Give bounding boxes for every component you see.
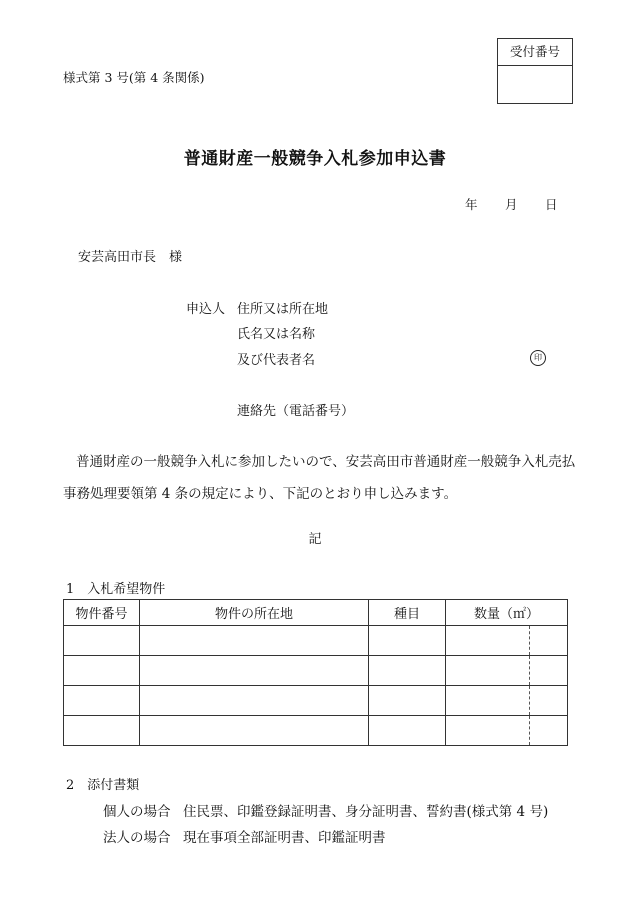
property-table: [63, 599, 568, 746]
cell-quantity[interactable]: [446, 716, 568, 746]
cell-quantity[interactable]: [446, 686, 568, 716]
cell-type[interactable]: [369, 626, 446, 656]
contact-label: 連絡先（電話番号）: [237, 404, 355, 419]
name-label: 氏名又は名称: [237, 327, 316, 342]
receipt-number-label: 受付番号: [498, 39, 572, 66]
cell-property-location[interactable]: [140, 686, 369, 716]
col-property-location: 物件の所在地: [140, 600, 369, 626]
cell-property-number[interactable]: [64, 716, 140, 746]
cell-property-number[interactable]: [64, 626, 140, 656]
cell-quantity[interactable]: [446, 656, 568, 686]
corporate-label: 法人の場合: [103, 830, 171, 846]
cell-property-location[interactable]: [140, 656, 369, 686]
table-header-row: [64, 600, 568, 626]
table-row: [64, 716, 568, 746]
representative-label: 及び代表者名: [237, 353, 316, 368]
applicant-label: 申込人: [186, 302, 226, 317]
col-quantity: 数量（㎡）: [446, 600, 568, 626]
cell-type[interactable]: [369, 686, 446, 716]
col-property-number: 物件番号: [64, 600, 140, 626]
date-day-label: 日: [545, 197, 558, 212]
addressee: 安芸高田市長 様: [78, 250, 183, 265]
cell-property-location[interactable]: [140, 716, 369, 746]
col-type: 種目: [369, 600, 446, 626]
cell-type[interactable]: [369, 716, 446, 746]
seal-mark: 印: [530, 350, 546, 366]
address-label: 住所又は所在地: [237, 302, 329, 317]
individual-label: 個人の場合: [103, 804, 171, 820]
receipt-number-box: [497, 38, 573, 104]
section1-heading: 1 入札希望物件: [66, 582, 166, 597]
table-row: [64, 686, 568, 716]
form-number: 様式第 3 号(第 4 条関係): [63, 70, 205, 85]
date-year-label: 年: [465, 197, 478, 212]
page-title: 普通財産一般競争入札参加申込書: [183, 149, 447, 169]
table-row: [64, 626, 568, 656]
cell-property-number[interactable]: [64, 656, 140, 686]
date-month-label: 月: [505, 197, 518, 212]
table-row: [64, 656, 568, 686]
individual-docs: 住民票、印鑑登録証明書、身分証明書、誓約書(様式第 4 号): [183, 804, 549, 820]
cell-property-number[interactable]: [64, 686, 140, 716]
corporate-docs: 現在事項全部証明書、印鑑証明書: [183, 830, 386, 846]
cell-property-location[interactable]: [140, 626, 369, 656]
section2-heading: 2 添付書類: [66, 778, 140, 793]
application-statement: 普通財産の一般競争入札に参加したいので、安芸高田市普通財産一般競争入札売払事務処理要領第 4 条の規定により、下記のとおり申し込みます。: [63, 454, 576, 502]
receipt-number-field[interactable]: [498, 66, 572, 104]
cell-type[interactable]: [369, 656, 446, 686]
cell-quantity[interactable]: [446, 626, 568, 656]
record-label: 記: [308, 532, 322, 547]
